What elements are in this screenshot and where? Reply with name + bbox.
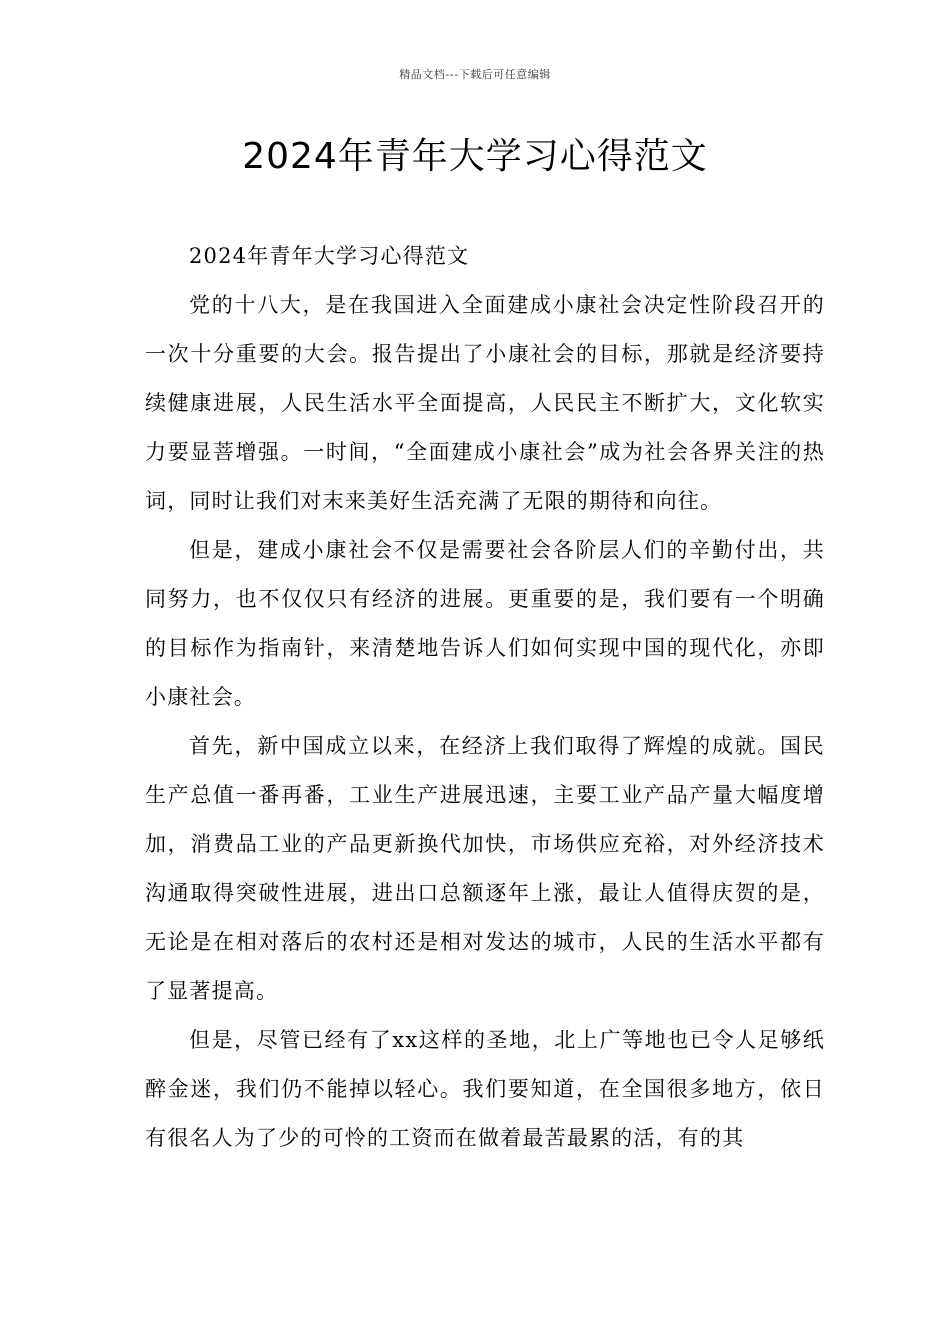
document-body [145, 232, 825, 1163]
paragraph-2: 但是，建成小康社会不仅是需要社会各阶层人们的辛勤付出，共同努力，也不仅仅只有经济的进展。更重要的是，我们要有一个明确的目标作为指南针，来清楚地告诉人们如何实现中国的现代化，亦即小康社会。 [145, 538, 825, 709]
paragraph-subtitle: 2024年青年大学习心得范文 [189, 244, 470, 268]
page-header: 精品文档---下载后可任意编辑 [399, 68, 551, 81]
document-title: 2024年青年大学习心得范文 [242, 136, 708, 177]
paragraph-1: 党的十八大，是在我国进入全面建成小康社会决定性阶段召开的一次十分重要的大会。报告提出了小康社会的目标，那就是经济要持续健康进展，人民生活水平全面提高，人民民主不断扩大，文化软实力要显菩增强。一时间，“全面建成小康社会”成为社会各界关注的热词，同时让我们对末来美好生活充满了无限的期待和向往。 [145, 293, 825, 513]
paragraph-3: 首先，新中国成立以来，在经济上我们取得了辉煌的成就。国民生产总值一番再番，工业生产进展迅速，主要工业产品产量大幅度增加，消费品工业的产品更新换代加快，市场供应充裕，对外经济技术沟通取得突破性进展，进出口总额逐年上涨，最让人值得庆贺的是，无论是在相对落后的农村还是相对发达的城市，人民的生活水平都有了显著提高。 [145, 734, 825, 1003]
paragraph-4: 但是，尽管已经有了xx这样的圣地，北上广等地也已令人足够纸醉金迷，我们仍不能掉以轻心。我们要知道，在全国很多地方，依日有很名人为了少的可怜的工资而在做着最苦最累的活，有的其 [145, 1028, 825, 1150]
